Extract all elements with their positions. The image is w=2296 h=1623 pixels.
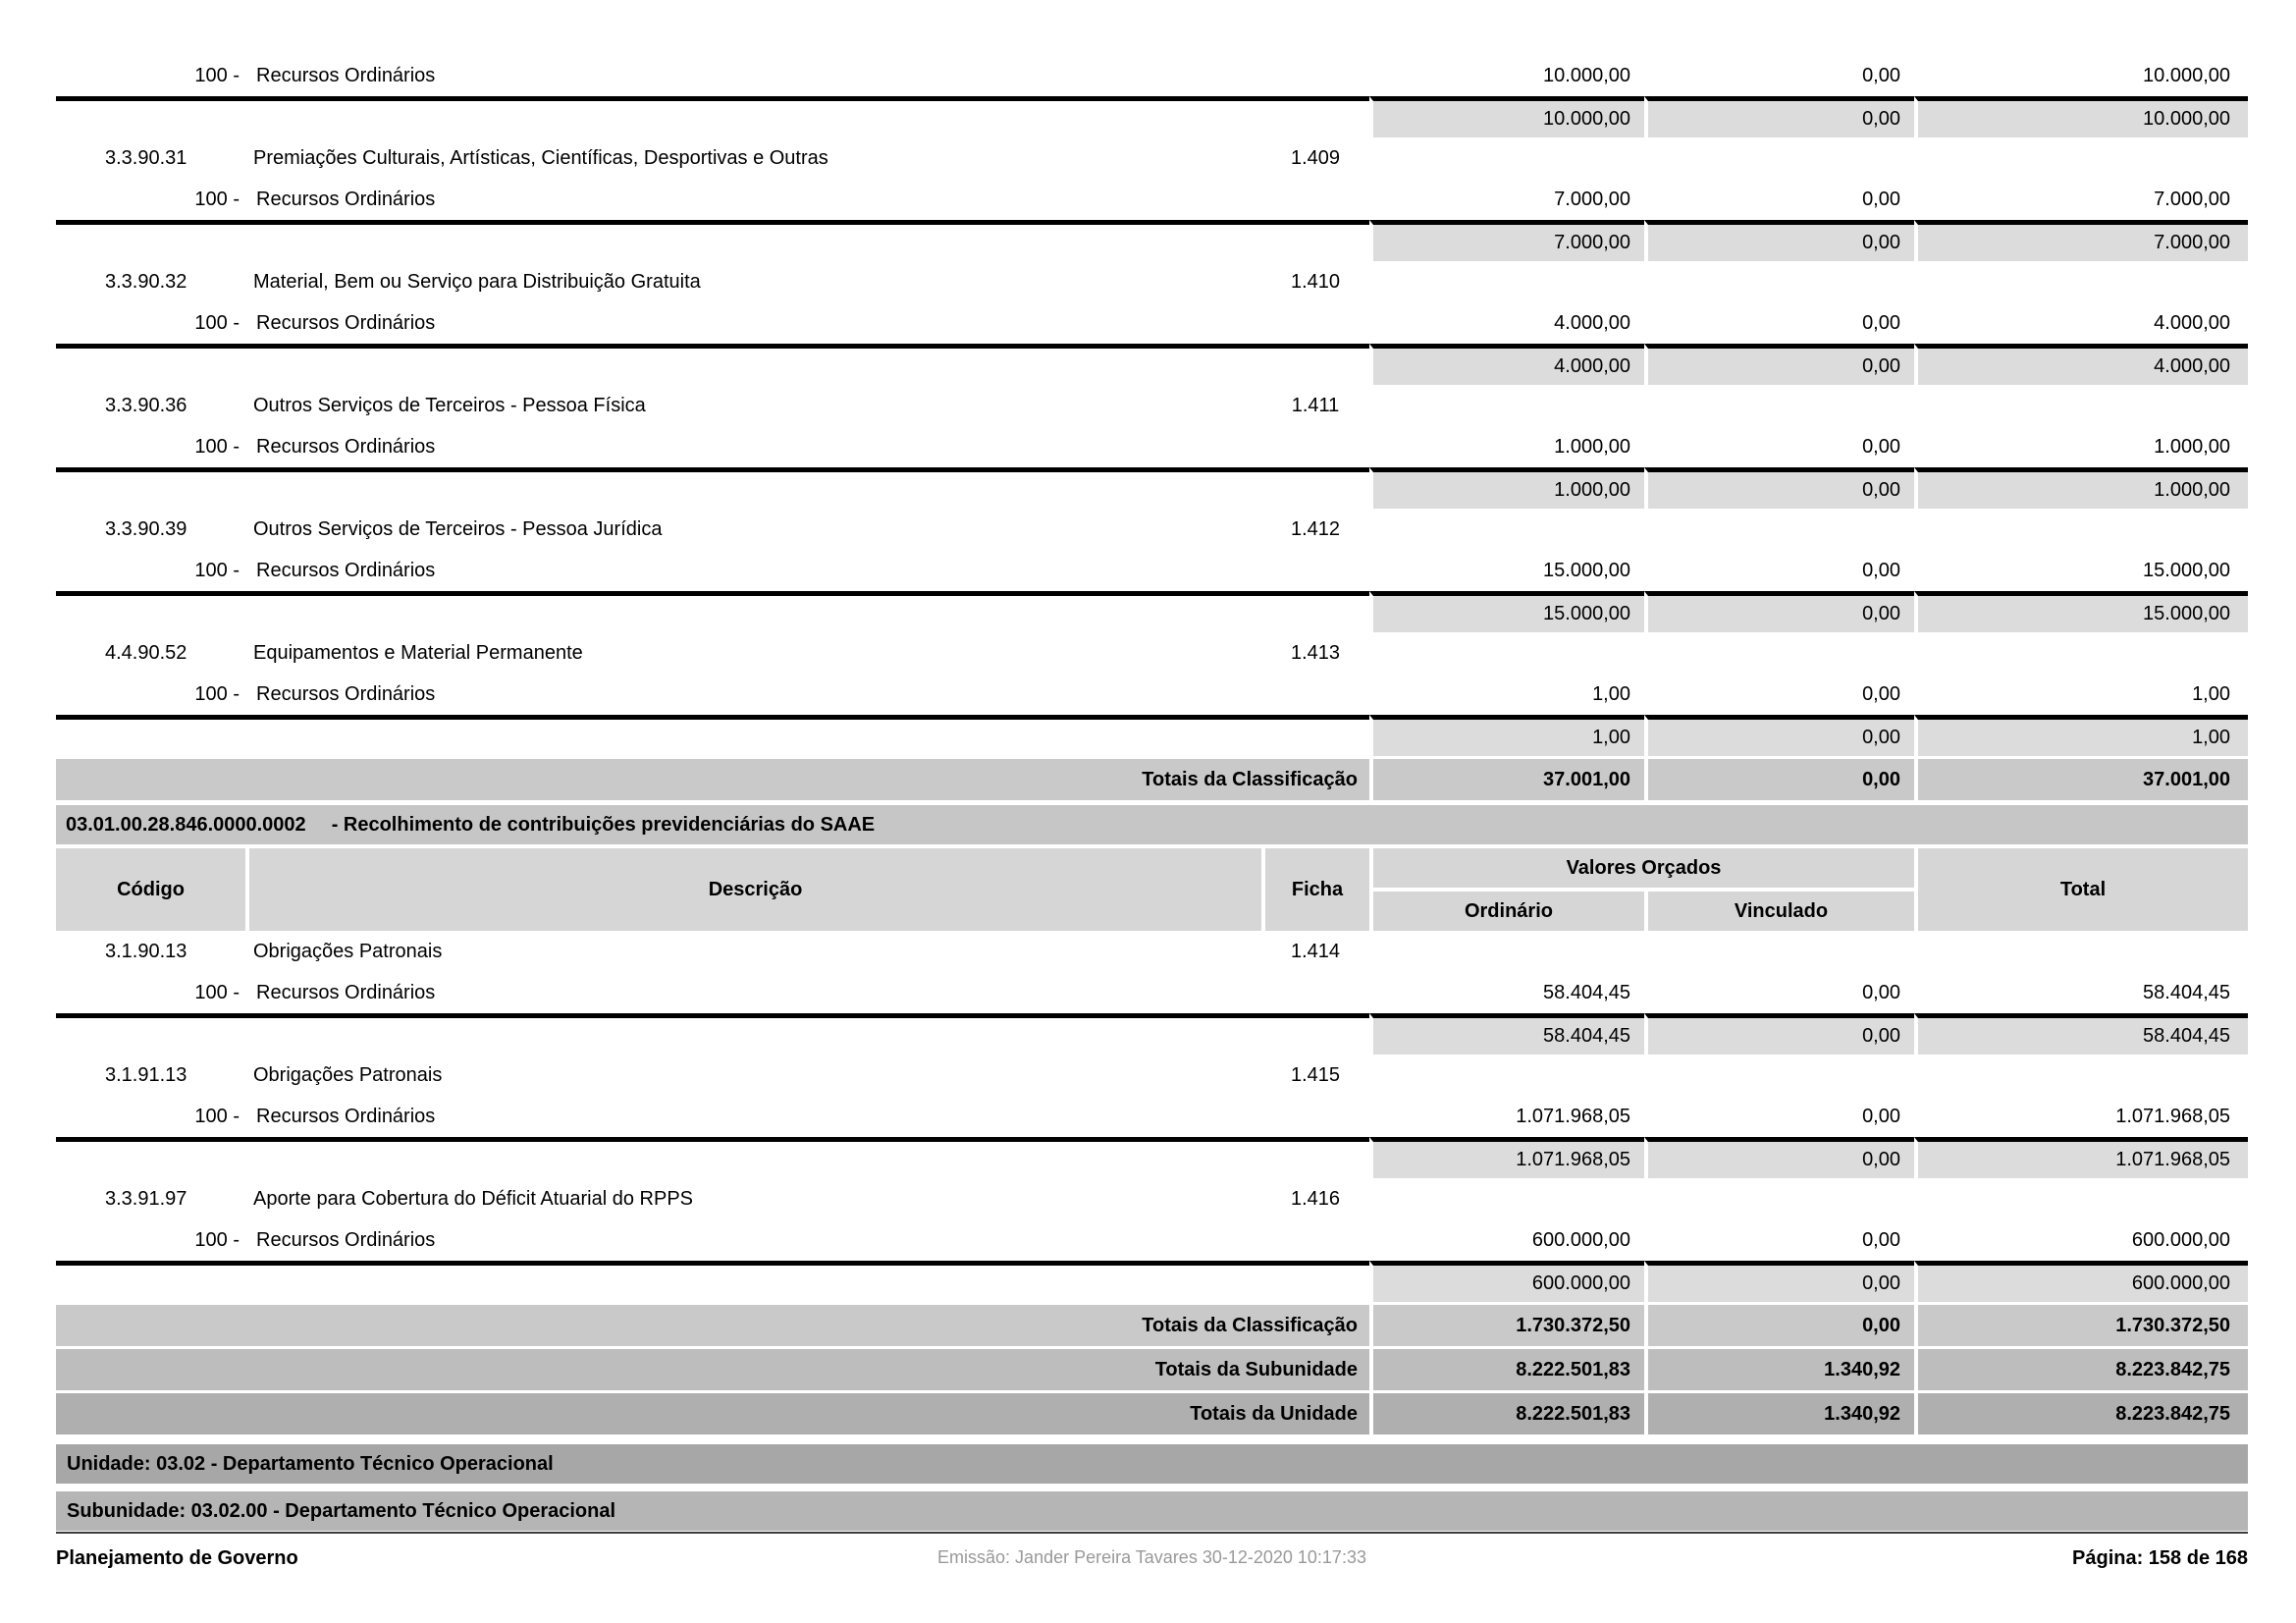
totals-cell-vinculado: 0,00 bbox=[1644, 1305, 1914, 1346]
value-cell-ordinario bbox=[1369, 137, 1644, 179]
header-cell-vinculado: Vinculado bbox=[1644, 892, 1914, 931]
subtotal-spacer bbox=[56, 220, 1369, 261]
program-code: 03.01.00.28.846.0000.0002 bbox=[66, 813, 306, 836]
subtotal-spacer bbox=[56, 1137, 1369, 1178]
totals-row-classificacao bbox=[56, 1305, 2248, 1346]
value-cell-total bbox=[1914, 261, 2248, 302]
subunit-band bbox=[56, 1491, 2248, 1531]
value-cell-vinculado bbox=[1644, 632, 1914, 674]
subtotal-cell-vinculado: 0,00 bbox=[1644, 220, 1914, 261]
unit-band bbox=[56, 1444, 2248, 1484]
resource-code-cell: 100 - bbox=[194, 1105, 240, 1127]
program-title: - Recolhimento de contribuições previdenciárias do SAAE bbox=[331, 813, 876, 836]
value-cell-ordinario: 10.000,00 bbox=[1543, 64, 1630, 86]
header-cell-descricao: Descrição bbox=[245, 848, 1261, 931]
subtotal-row bbox=[56, 1013, 2248, 1055]
class-description-cell: Outros Serviços de Terceiros - Pessoa Física bbox=[253, 394, 646, 416]
resource-row bbox=[56, 550, 2248, 591]
subtotal-cell-ordinario: 7.000,00 bbox=[1369, 220, 1644, 261]
class-ficha-cell: 1.409 bbox=[1290, 146, 1341, 169]
resource-ficha-cell bbox=[1261, 179, 1369, 220]
resource-code-cell: 100 - bbox=[194, 981, 240, 1003]
class-row bbox=[56, 632, 2248, 674]
header-cell-valores-orcados: Valores Orçados bbox=[1373, 848, 1914, 888]
value-cell-vinculado: 0,00 bbox=[1862, 682, 1900, 705]
class-description-cell: Obrigações Patronais bbox=[253, 940, 443, 962]
value-cell-vinculado: 0,00 bbox=[1862, 1105, 1900, 1127]
totals-cell-ordinario: 1.730.372,50 bbox=[1369, 1305, 1644, 1346]
class-code-cell: 3.1.90.13 bbox=[105, 940, 187, 962]
value-cell-total bbox=[1914, 931, 2248, 972]
subtotal-spacer bbox=[56, 96, 1369, 137]
value-cell-ordinario bbox=[1369, 1178, 1644, 1219]
subtotal-spacer bbox=[56, 344, 1369, 385]
subtotal-spacer bbox=[56, 715, 1369, 756]
subtotal-cell-total: 1.000,00 bbox=[1914, 467, 2248, 509]
totals-cell-vinculado: 0,00 bbox=[1644, 759, 1914, 800]
subtotal-cell-vinculado: 0,00 bbox=[1644, 1261, 1914, 1302]
subtotal-cell-ordinario: 1,00 bbox=[1369, 715, 1644, 756]
resource-row bbox=[56, 674, 2248, 715]
subtotal-cell-ordinario: 10.000,00 bbox=[1369, 96, 1644, 137]
subtotal-row bbox=[56, 344, 2248, 385]
resource-name-cell: Recursos Ordinários bbox=[256, 1228, 436, 1251]
value-cell-total: 15.000,00 bbox=[2143, 559, 2230, 581]
value-cell-total bbox=[1914, 1178, 2248, 1219]
page-footer bbox=[56, 1532, 2248, 1570]
subtotal-cell-vinculado: 0,00 bbox=[1644, 1013, 1914, 1055]
class-row bbox=[56, 261, 2248, 302]
class-ficha-cell: 1.410 bbox=[1290, 270, 1341, 293]
totals-cell-ordinario: 8.222.501,83 bbox=[1369, 1349, 1644, 1390]
subtotal-cell-total: 1,00 bbox=[1914, 715, 2248, 756]
value-cell-ordinario bbox=[1369, 632, 1644, 674]
value-cell-ordinario: 1,00 bbox=[1592, 682, 1630, 705]
value-cell-ordinario bbox=[1369, 385, 1644, 426]
subtotal-spacer bbox=[56, 467, 1369, 509]
value-cell-ordinario: 7.000,00 bbox=[1554, 188, 1630, 210]
value-cell-vinculado: 0,00 bbox=[1862, 188, 1900, 210]
totals-cell-vinculado: 1.340,92 bbox=[1644, 1393, 1914, 1434]
subunit-band-label: Subunidade: 03.02.00 - Departamento Técnico Operacional bbox=[67, 1499, 616, 1522]
resource-code-cell: 100 - bbox=[194, 188, 240, 210]
footer-report-name: Planejamento de Governo bbox=[56, 1547, 298, 1569]
resource-name-cell: Recursos Ordinários bbox=[256, 64, 436, 86]
subtotal-cell-ordinario: 4.000,00 bbox=[1369, 344, 1644, 385]
subtotal-cell-total: 10.000,00 bbox=[1914, 96, 2248, 137]
value-cell-ordinario bbox=[1369, 1055, 1644, 1096]
class-row bbox=[56, 931, 2248, 972]
subtotal-row bbox=[56, 1137, 2248, 1178]
value-cell-vinculado bbox=[1644, 1055, 1914, 1096]
value-cell-vinculado: 0,00 bbox=[1862, 1228, 1900, 1251]
subtotal-spacer bbox=[56, 1013, 1369, 1055]
value-cell-ordinario: 600.000,00 bbox=[1531, 1228, 1630, 1251]
resource-name-cell: Recursos Ordinários bbox=[256, 682, 436, 705]
totals-label-cell: Totais da Classificação bbox=[56, 1305, 1369, 1346]
totals-row-unidade bbox=[56, 1393, 2248, 1434]
resource-row bbox=[56, 302, 2248, 344]
value-cell-vinculado: 0,00 bbox=[1862, 64, 1900, 86]
resource-code-cell: 100 - bbox=[194, 682, 240, 705]
header-cell-ordinario: Ordinário bbox=[1373, 892, 1644, 931]
resource-ficha-cell bbox=[1261, 302, 1369, 344]
value-cell-total: 1.000,00 bbox=[2154, 435, 2230, 458]
subtotal-cell-ordinario: 58.404,45 bbox=[1369, 1013, 1644, 1055]
subtotal-spacer bbox=[56, 591, 1369, 632]
class-row bbox=[56, 1178, 2248, 1219]
class-code-cell: 3.3.91.97 bbox=[105, 1187, 187, 1210]
value-cell-ordinario: 15.000,00 bbox=[1543, 559, 1630, 581]
subtotal-row bbox=[56, 715, 2248, 756]
value-cell-total bbox=[1914, 385, 2248, 426]
resource-row bbox=[56, 179, 2248, 220]
class-ficha-cell: 1.411 bbox=[1291, 394, 1340, 416]
subtotal-cell-total: 600.000,00 bbox=[1914, 1261, 2248, 1302]
value-cell-ordinario: 4.000,00 bbox=[1554, 311, 1630, 334]
totals-label-cell: Totais da Subunidade bbox=[56, 1349, 1369, 1390]
unit-band-label: Unidade: 03.02 - Departamento Técnico Operacional bbox=[67, 1452, 554, 1475]
value-cell-vinculado bbox=[1644, 385, 1914, 426]
subtotal-cell-vinculado: 0,00 bbox=[1644, 591, 1914, 632]
resource-name-cell: Recursos Ordinários bbox=[256, 311, 436, 334]
value-cell-vinculado bbox=[1644, 509, 1914, 550]
subtotal-cell-vinculado: 0,00 bbox=[1644, 715, 1914, 756]
totals-cell-total: 37.001,00 bbox=[1914, 759, 2248, 800]
subtotal-row bbox=[56, 1261, 2248, 1302]
class-ficha-cell: 1.414 bbox=[1290, 940, 1341, 962]
value-cell-vinculado bbox=[1644, 261, 1914, 302]
program-band bbox=[56, 805, 2248, 844]
totals-label-cell: Totais da Unidade bbox=[56, 1393, 1369, 1434]
class-row bbox=[56, 385, 2248, 426]
class-description-cell: Material, Bem ou Serviço para Distribuição Gratuita bbox=[253, 270, 701, 293]
subtotal-row bbox=[56, 220, 2248, 261]
class-row bbox=[56, 509, 2248, 550]
resource-row bbox=[56, 55, 2248, 96]
value-cell-total bbox=[1914, 137, 2248, 179]
totals-cell-total: 8.223.842,75 bbox=[1914, 1349, 2248, 1390]
value-cell-vinculado: 0,00 bbox=[1862, 981, 1900, 1003]
footer-inner bbox=[56, 1547, 2248, 1570]
value-cell-total: 600.000,00 bbox=[2131, 1228, 2230, 1251]
resource-name-cell: Recursos Ordinários bbox=[256, 1105, 436, 1127]
resource-ficha-cell bbox=[1261, 55, 1369, 96]
resource-ficha-cell bbox=[1261, 674, 1369, 715]
header-cell-ficha: Ficha bbox=[1261, 848, 1369, 931]
class-ficha-cell: 1.412 bbox=[1290, 517, 1341, 540]
value-cell-vinculado bbox=[1644, 137, 1914, 179]
value-cell-ordinario bbox=[1369, 261, 1644, 302]
resource-ficha-cell bbox=[1261, 426, 1369, 467]
resource-row bbox=[56, 972, 2248, 1013]
class-code-cell: 3.3.90.31 bbox=[105, 146, 187, 169]
subtotal-cell-ordinario: 1.000,00 bbox=[1369, 467, 1644, 509]
value-cell-total bbox=[1914, 632, 2248, 674]
value-cell-vinculado bbox=[1644, 931, 1914, 972]
class-ficha-cell: 1.413 bbox=[1290, 641, 1341, 664]
subtotal-cell-ordinario: 600.000,00 bbox=[1369, 1261, 1644, 1302]
class-description-cell: Outros Serviços de Terceiros - Pessoa Jurídica bbox=[253, 517, 663, 540]
value-cell-total: 58.404,45 bbox=[2143, 981, 2230, 1003]
subtotal-row bbox=[56, 96, 2248, 137]
value-cell-total: 4.000,00 bbox=[2154, 311, 2230, 334]
value-cell-vinculado: 0,00 bbox=[1862, 559, 1900, 581]
class-description-cell: Aporte para Cobertura do Déficit Atuarial do RPPS bbox=[253, 1187, 694, 1210]
class-code-cell: 3.3.90.32 bbox=[105, 270, 187, 293]
subtotal-cell-total: 15.000,00 bbox=[1914, 591, 2248, 632]
subtotal-row bbox=[56, 467, 2248, 509]
value-cell-ordinario bbox=[1369, 509, 1644, 550]
totals-cell-ordinario: 37.001,00 bbox=[1369, 759, 1644, 800]
resource-code-cell: 100 - bbox=[194, 311, 240, 334]
subtotal-cell-vinculado: 0,00 bbox=[1644, 467, 1914, 509]
value-cell-total bbox=[1914, 1055, 2248, 1096]
resource-ficha-cell bbox=[1261, 1219, 1369, 1261]
class-description-cell: Obrigações Patronais bbox=[253, 1063, 443, 1086]
subtotal-cell-ordinario: 1.071.968,05 bbox=[1369, 1137, 1644, 1178]
subtotal-cell-total: 1.071.968,05 bbox=[1914, 1137, 2248, 1178]
table-body bbox=[56, 55, 2248, 1434]
totals-label-cell: Totais da Classificação bbox=[56, 759, 1369, 800]
subtotal-spacer bbox=[56, 1261, 1369, 1302]
resource-row bbox=[56, 1219, 2248, 1261]
resource-code-cell: 100 - bbox=[194, 64, 240, 86]
header-cell-codigo: Código bbox=[56, 848, 245, 931]
resource-code-cell: 100 - bbox=[194, 435, 240, 458]
column-header bbox=[56, 848, 2248, 931]
value-cell-ordinario: 1.000,00 bbox=[1554, 435, 1630, 458]
class-row bbox=[56, 137, 2248, 179]
value-cell-total: 7.000,00 bbox=[2154, 188, 2230, 210]
subtotal-cell-total: 58.404,45 bbox=[1914, 1013, 2248, 1055]
class-code-cell: 3.3.90.36 bbox=[105, 394, 187, 416]
resource-name-cell: Recursos Ordinários bbox=[256, 981, 436, 1003]
class-ficha-cell: 1.415 bbox=[1290, 1063, 1341, 1086]
totals-cell-ordinario: 8.222.501,83 bbox=[1369, 1393, 1644, 1434]
header-cell-total: Total bbox=[1914, 848, 2248, 931]
resource-name-cell: Recursos Ordinários bbox=[256, 559, 436, 581]
resource-ficha-cell bbox=[1261, 1096, 1369, 1137]
class-description-cell: Premiações Culturais, Artísticas, Científicas, Desportivas e Outras bbox=[253, 146, 828, 169]
footer-emission-info: Emissão: Jander Pereira Tavares 30-12-2020 10:17:33 bbox=[937, 1547, 1366, 1567]
resource-row bbox=[56, 1096, 2248, 1137]
resource-ficha-cell bbox=[1261, 550, 1369, 591]
subtotal-cell-ordinario: 15.000,00 bbox=[1369, 591, 1644, 632]
totals-cell-vinculado: 1.340,92 bbox=[1644, 1349, 1914, 1390]
totals-row-classificacao bbox=[56, 759, 2248, 800]
resource-row bbox=[56, 426, 2248, 467]
value-cell-ordinario: 58.404,45 bbox=[1543, 981, 1630, 1003]
subtotal-cell-vinculado: 0,00 bbox=[1644, 1137, 1914, 1178]
resource-code-cell: 100 - bbox=[194, 559, 240, 581]
report-table bbox=[56, 55, 2248, 1531]
class-code-cell: 4.4.90.52 bbox=[105, 641, 187, 664]
resource-name-cell: Recursos Ordinários bbox=[256, 188, 436, 210]
value-cell-vinculado: 0,00 bbox=[1862, 311, 1900, 334]
subtotal-cell-total: 4.000,00 bbox=[1914, 344, 2248, 385]
subtotal-cell-vinculado: 0,00 bbox=[1644, 96, 1914, 137]
header-group-valores-orcados bbox=[1369, 848, 1914, 931]
class-code-cell: 3.1.91.13 bbox=[105, 1063, 187, 1086]
class-code-cell: 3.3.90.39 bbox=[105, 517, 187, 540]
header-subrow bbox=[1373, 892, 1914, 931]
class-description-cell: Equipamentos e Material Permanente bbox=[253, 641, 583, 664]
class-row bbox=[56, 1055, 2248, 1096]
subtotal-cell-vinculado: 0,00 bbox=[1644, 344, 1914, 385]
value-cell-vinculado: 0,00 bbox=[1862, 435, 1900, 458]
value-cell-ordinario bbox=[1369, 931, 1644, 972]
subtotal-cell-total: 7.000,00 bbox=[1914, 220, 2248, 261]
resource-name-cell: Recursos Ordinários bbox=[256, 435, 436, 458]
value-cell-vinculado bbox=[1644, 1178, 1914, 1219]
totals-row-subunidade bbox=[56, 1349, 2248, 1390]
subtotal-row bbox=[56, 591, 2248, 632]
totals-cell-total: 1.730.372,50 bbox=[1914, 1305, 2248, 1346]
value-cell-total: 1,00 bbox=[2192, 682, 2230, 705]
value-cell-total: 10.000,00 bbox=[2143, 64, 2230, 86]
value-cell-ordinario: 1.071.968,05 bbox=[1516, 1105, 1630, 1127]
value-cell-total: 1.071.968,05 bbox=[2115, 1105, 2230, 1127]
resource-ficha-cell bbox=[1261, 972, 1369, 1013]
footer-page-number: Página: 158 de 168 bbox=[2072, 1547, 2248, 1569]
totals-cell-total: 8.223.842,75 bbox=[1914, 1393, 2248, 1434]
class-ficha-cell: 1.416 bbox=[1290, 1187, 1341, 1210]
value-cell-total bbox=[1914, 509, 2248, 550]
resource-code-cell: 100 - bbox=[194, 1228, 240, 1251]
